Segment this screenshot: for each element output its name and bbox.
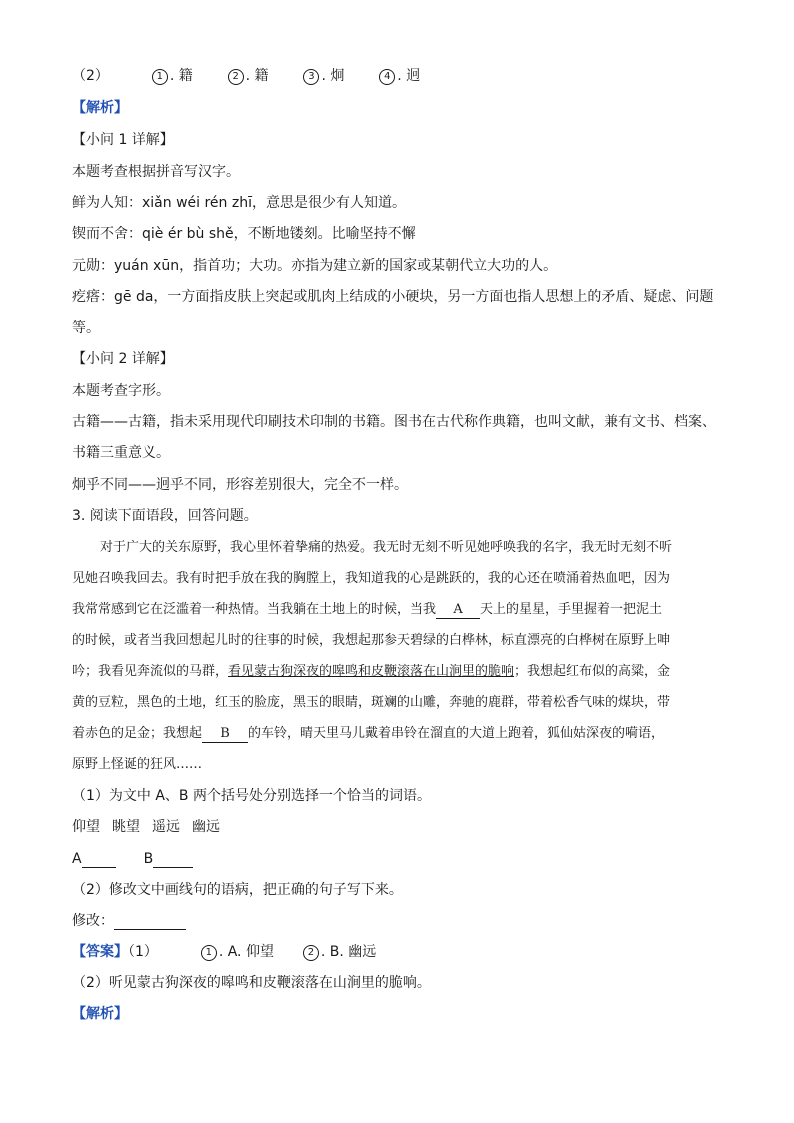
sub1-entry: 等。 [72, 320, 100, 336]
circled-number: 2 [303, 945, 319, 961]
passage-line: 对于广大的关东原野，我心里怀着挚痛的热爱。我无时无刻不听见她呼唤我的名字，我无时无刻不听 [100, 540, 673, 555]
answer-item-2: 2 . B. 幽远 [303, 944, 376, 960]
sub1-entry: 疙瘩：gē da，一方面指皮肤上突起或肌肉上结成的小硬块，另一方面也指人思想上的矛盾、疑虑、问题 [72, 289, 714, 305]
word-choice: 眺望 [112, 819, 140, 835]
fix-line: 修改： [72, 911, 186, 931]
passage-line: 原野上怪诞的狂风…… [72, 757, 203, 772]
option-1: 1 . 籍 [152, 68, 193, 84]
sub2-entry: 炯乎不同——迥乎不同，形容差别很大，完全不一样。 [72, 477, 408, 493]
passage-line: 着赤色的足金；我想起 B 的车铃，晴天里马儿戴着串铃在溜直的大道上跑着，狐仙姑深夜的嗬语， [72, 726, 665, 741]
passage-line: 吟；我看见奔流似的马群，看见蒙古狗深夜的嗥鸣和皮鞭滚落在山涧里的脆响；我想起红布似的高粱，金 [72, 664, 671, 679]
word-choices [72, 817, 220, 837]
option-4: 4 . 迥 [379, 68, 420, 84]
sub1-entry: 锲而不舍：qiè ér bù shě，不断地镂刻。比喻坚持不懈 [72, 226, 416, 242]
answer-line-2: （2）听见蒙古狗深夜的嗥鸣和皮鞭滚落在山涧里的脆响。 [72, 975, 431, 991]
answer-blanks: A B [72, 849, 193, 869]
sub2-intro: 本题考查字形。 [72, 383, 170, 399]
word-choice: 幽远 [192, 819, 220, 835]
blank-a: A [436, 602, 480, 619]
passage-line: 黄的豆粒，黑色的土地，红玉的脸庞，黑玉的眼睛，斑斓的山雕，奔驰的鹿群，带着松香气味的煤块，带 [72, 695, 671, 710]
word-choice: 遥远 [152, 819, 180, 835]
sub1-entry: 鲜为人知：xiǎn wéi rén zhī，意思是很少有人知道。 [72, 195, 406, 211]
sub2-entry: 书籍三重意义。 [72, 445, 170, 461]
circled-number: 2 [228, 69, 244, 85]
answer-label: 【答案】 [72, 944, 128, 960]
sub1-entry: 元勋：yuán xūn，指首功；大功。亦指为建立新的国家或某朝代立大功的人。 [72, 258, 558, 274]
answer-blank-a [82, 851, 116, 868]
answer-line: 【答案】（1） 1 . A. 仰望 2 . B. 幽远 [72, 944, 377, 960]
circled-number: 1 [152, 69, 168, 85]
sub1-heading: 【小问 1 详解】 [72, 132, 174, 148]
q2-prefix: （2） [72, 68, 109, 84]
underlined-sentence: 看见蒙古狗深夜的嗥鸣和皮鞭滚落在山涧里的脆响 [228, 664, 515, 679]
q3-title: 3. 阅读下面语段，回答问题。 [72, 508, 258, 524]
passage-line: 我常常感到它在泛滥着一种热情。当我躺在土地上的时候，当我 A 天上的星星，手里握着一把泥土 [72, 602, 663, 617]
blank-b: B [202, 726, 248, 743]
fix-blank [114, 913, 186, 930]
q3-sub1: （1）为文中 A、B 两个括号处分别选择一个恰当的词语。 [72, 788, 431, 804]
analysis-label: 【解析】 [72, 1006, 128, 1022]
passage-line: 的时候，或者当我回想起儿时的往事的时候，我想起那参天碧绿的白桦林，标直漂亮的白桦树在原野上呻 [72, 633, 671, 648]
option-3: 3 . 炯 [303, 68, 344, 84]
option-2: 2 . 籍 [228, 68, 269, 84]
circled-number: 4 [379, 69, 395, 85]
answer-item-1: 1 . A. 仰望 [201, 944, 274, 960]
sub2-entry: 古籍——古籍，指未采用现代印刷技术印制的书籍。图书在古代称作典籍，也叫文献，兼有文书、档案、 [72, 414, 716, 430]
sub1-intro: 本题考查根据拼音写汉字。 [72, 164, 240, 180]
analysis-label: 【解析】 [72, 100, 128, 116]
circled-number: 1 [201, 945, 217, 961]
sub2-heading: 【小问 2 详解】 [72, 351, 174, 367]
answer-blank-b [153, 851, 193, 868]
q3-sub2: （2）修改文中画线句的语病，把正确的句子写下来。 [72, 882, 403, 898]
passage-line: 见她召唤我回去。我有时把手放在我的胸膛上，我知道我的心是跳跃的，我的心还在喷涌着热血吧，因为 [72, 571, 671, 586]
circled-number: 3 [303, 69, 319, 85]
word-choice: 仰望 [72, 819, 100, 835]
q2-options-line [72, 66, 420, 86]
